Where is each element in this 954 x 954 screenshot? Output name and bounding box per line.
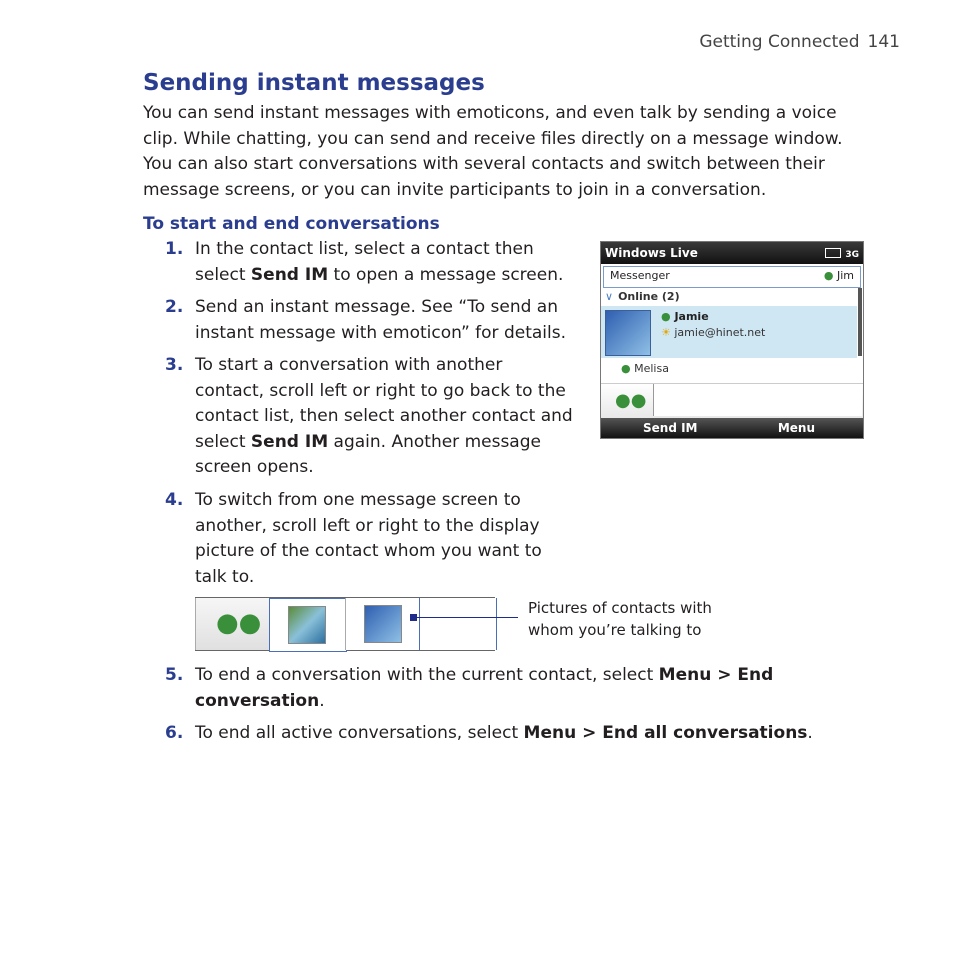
contacts-strip [195, 597, 495, 651]
buddy-icon: ● [661, 310, 671, 323]
chevron-down-icon: ∨ [605, 290, 614, 303]
step-text: In the contact list, select a contact then select Send IM to open a message screen. [195, 239, 564, 285]
message-input-area[interactable] [601, 383, 863, 418]
contact-picture [288, 606, 326, 644]
intro-paragraph: You can send instant messages with emoticons, and even talk by sending a voice clip. While chatting, you can send and receive files directly on a message window. You can also start conversations with several contacts and switch between their message screens, or you can invite participants to join in a conversation. [143, 103, 843, 200]
buddy-icon: ● [621, 362, 631, 375]
page-header [0, 32, 900, 52]
step-text: Send an instant message. See “To send an instant message with emoticon” for details. [195, 297, 566, 343]
messenger-buddy-icon: ●● [615, 390, 647, 411]
empty-tab [419, 598, 497, 650]
sun-icon: ☀ [661, 326, 671, 339]
step-text: To start a conversation with another contact, scroll left or right to go back to the contact list, then select another contact and select Send IM again. Another message screen opens. [195, 355, 573, 477]
messenger-tab[interactable]: Messenger ● Jim [603, 266, 861, 288]
step-number: 2. [165, 297, 184, 317]
softkey-bar [601, 418, 863, 438]
phone-title: Windows Live [605, 246, 698, 260]
section-title: Getting Connected [699, 32, 860, 52]
message-input[interactable] [653, 384, 862, 416]
contact-picture [364, 605, 402, 643]
messenger-buddy-icon: ●● [216, 608, 262, 638]
contact-email: ☀ jamie@hinet.net [661, 326, 766, 339]
menu-softkey[interactable]: Menu [777, 421, 815, 435]
phone-title-bar [601, 242, 863, 264]
step-number: 1. [165, 239, 184, 259]
contact-tab[interactable] [345, 598, 420, 650]
phone-screenshot [600, 241, 864, 439]
step-text: To end all active conversations, select Menu > End all conversations. [195, 723, 813, 743]
contact-list-tab[interactable] [195, 598, 270, 650]
contact-picture [605, 310, 651, 356]
step-number: 4. [165, 490, 184, 510]
step-text: To switch from one message screen to another, scroll left or right to the display picture of the contact whom you want to talk to. [195, 490, 542, 587]
online-group[interactable]: ∨ Online (2) [605, 290, 680, 303]
contact-name: ● Jamie [661, 310, 709, 323]
battery-icon [825, 248, 841, 258]
contact-row[interactable]: ● Melisa [621, 362, 669, 375]
send-im-softkey[interactable]: Send IM [643, 421, 698, 435]
callout-line [413, 617, 518, 618]
contact-tab[interactable] [269, 598, 347, 652]
step-number: 5. [165, 665, 184, 685]
subheading: To start and end conversations [143, 214, 440, 234]
page-title: Sending instant messages [143, 70, 485, 96]
step-number: 3. [165, 355, 184, 375]
buddy-icon: ● [823, 269, 834, 282]
selected-contact[interactable] [601, 306, 857, 358]
scrollbar[interactable] [858, 288, 862, 356]
signal-icon: 3G [845, 250, 859, 260]
user-status: ● Jim [823, 269, 854, 282]
callout-text: Pictures of contacts with whom you’re talking to [528, 599, 712, 639]
step-number: 6. [165, 723, 184, 743]
page-number: 141 [867, 32, 900, 52]
step-text: To end a conversation with the current contact, select Menu > End conversation. [195, 665, 774, 711]
